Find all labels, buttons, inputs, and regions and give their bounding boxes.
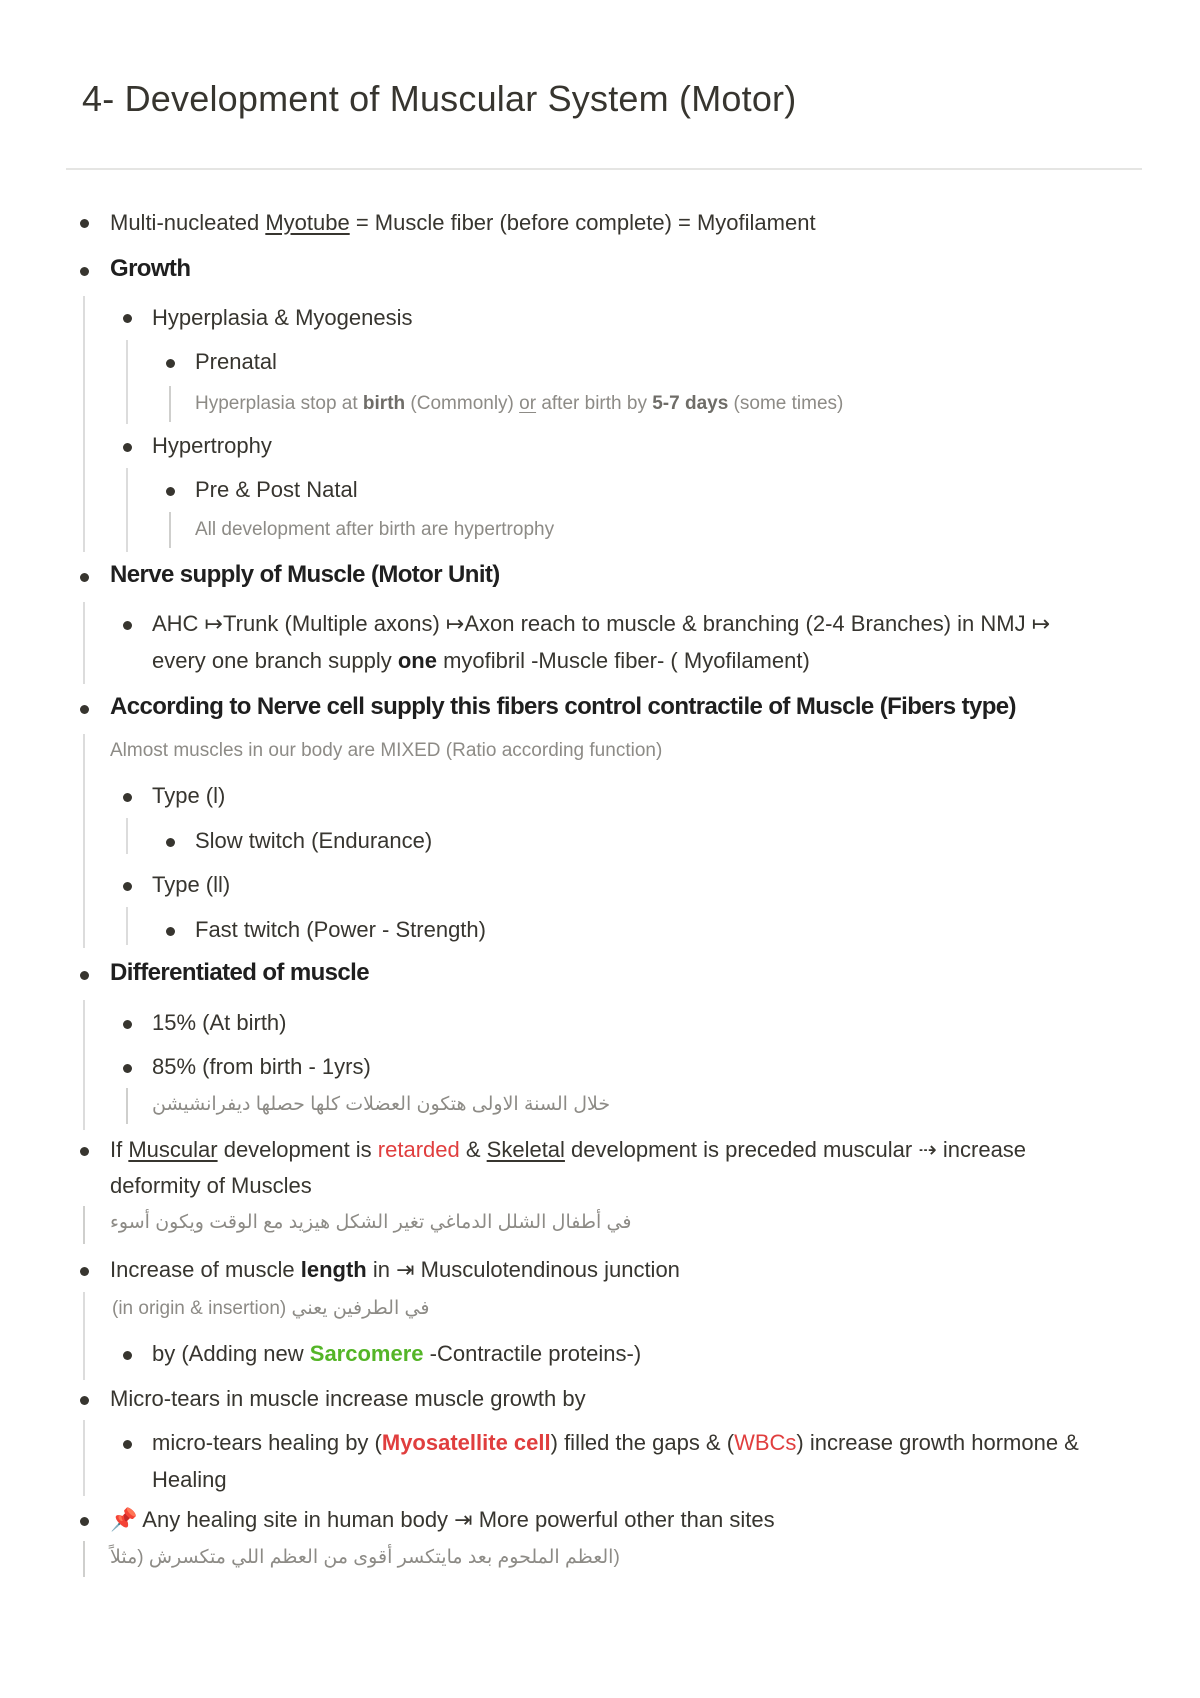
list-item-type2: Type (ll) [152,872,231,897]
toggle-guide-line [83,1420,85,1496]
bullet-dot [80,1517,89,1526]
bullet-dot [166,359,175,368]
pin-icon: 📌 [110,1507,138,1532]
quote-bar [169,512,171,548]
toggle-guide-line [126,340,128,424]
growth-heading: Growth [110,255,191,282]
bullet-dot [123,1351,132,1360]
page-title: 4- Development of Muscular System (Motor) [82,78,797,119]
quote-bar [126,1088,128,1124]
title-divider [66,168,1142,170]
list-item-slow: Slow twitch (Endurance) [195,828,433,853]
list-item-if-muscular: If Muscular development is retarded & Skeletal development is preceded muscular ⇢ increase [110,1137,1027,1162]
toggle-guide-line [126,907,128,945]
list-item-15: 15% (At birth) [152,1010,287,1035]
note-mixed: Almost muscles in our body are MIXED (Ratio according function) [110,740,663,761]
toggle-guide-line [83,602,85,684]
toggle-guide-line [126,468,128,552]
note-arabic-diff: خلال السنة الاولى هتكون العضلات كلها حصلها ديفرانشيشن [152,1094,611,1115]
note-arabic-cp: في أطفال الشلل الدماغي تغير الشكل هيزيد مع الوقت ويكون أسوء [110,1212,632,1233]
bullet-dot [123,1440,132,1449]
toggle-guide-line [83,734,85,948]
bullet-dot [123,1064,132,1073]
list-item-sarcomere: by (Adding new Sarcomere -Contractile proteins-) [152,1341,642,1366]
note-origin-insertion: (in origin & insertion) في الطرفين يعني [112,1298,430,1319]
fibers-heading: According to Nerve cell supply this fibers control contractile of Muscle (Fibers type) [110,693,1016,720]
list-item-ahc-cont: every one branch supply one myofibril -Muscle fiber- ( Myofilament) [152,648,810,673]
bullet-dot [123,314,132,323]
toggle-guide-line [83,1292,85,1380]
bullet-dot [80,219,89,228]
note-hyperplasia-stop: Hyperplasia stop at birth (Commonly) or after birth by 5-7 days (some times) [195,393,844,414]
note-arabic-bone: (العظم الملحوم بعد مايتكسر أقوى من العظم اللي متكسرش (مثلاً [110,1547,620,1568]
bullet-dot [80,267,89,276]
toggle-guide-line [83,1000,85,1130]
list-item-ahc: AHC ↦Trunk (Multiple axons) ↦Axon reach to muscle & branching (2-4 Branches) in NMJ ↦ [152,611,1051,636]
list-item-type1: Type (l) [152,783,226,808]
nerve-heading: Nerve supply of Muscle (Motor Unit) [110,561,500,588]
list-item-hyperplasia: Hyperplasia & Myogenesis [152,305,413,330]
list-item-if-muscular-cont: deformity of Muscles [110,1173,312,1198]
bullet-dot [123,621,132,630]
bullet-dot [166,838,175,847]
note-hypertrophy: All development after birth are hypertrophy [195,519,555,540]
bullet-dot [123,443,132,452]
list-item-85: 85% (from birth - 1yrs) [152,1054,371,1079]
bullet-dot [123,793,132,802]
quote-bar [169,386,171,422]
list-item-length: Increase of muscle length in ⇥ Musculotendinous junction [110,1257,680,1282]
bullet-dot [166,927,175,936]
toggle-guide-line [126,818,128,854]
bullet-dot [123,1020,132,1029]
bullet-dot [80,573,89,582]
bullet-dot [80,1147,89,1156]
toggle-guide-line [83,296,85,552]
bullet-dot [80,1267,89,1276]
list-item-healing-cont: Healing [152,1467,227,1492]
list-item-microtears: Micro-tears in muscle increase muscle growth by [110,1386,586,1411]
list-item-healing-site: 📌 Any healing site in human body ⇥ More powerful other than sites [110,1507,775,1532]
list-item-hypertrophy: Hypertrophy [152,433,272,458]
quote-bar [83,1206,85,1244]
list-item-myotube: Multi-nucleated Myotube = Muscle fiber (before complete) = Myofilament [110,210,816,235]
list-item-healing: micro-tears healing by (Myosatellite cell) filled the gaps & (WBCs) increase growth hormone & [152,1430,1079,1455]
bullet-dot [80,1396,89,1405]
list-item-fast: Fast twitch (Power - Strength) [195,917,486,942]
quote-bar [83,1541,85,1577]
diff-heading: Differentiated of muscle [110,959,369,986]
list-item-prepost: Pre & Post Natal [195,477,358,502]
list-item-prenatal: Prenatal [195,349,277,374]
bullet-dot [166,487,175,496]
bullet-dot [123,882,132,891]
bullet-dot [80,705,89,714]
bullet-dot [80,971,89,980]
